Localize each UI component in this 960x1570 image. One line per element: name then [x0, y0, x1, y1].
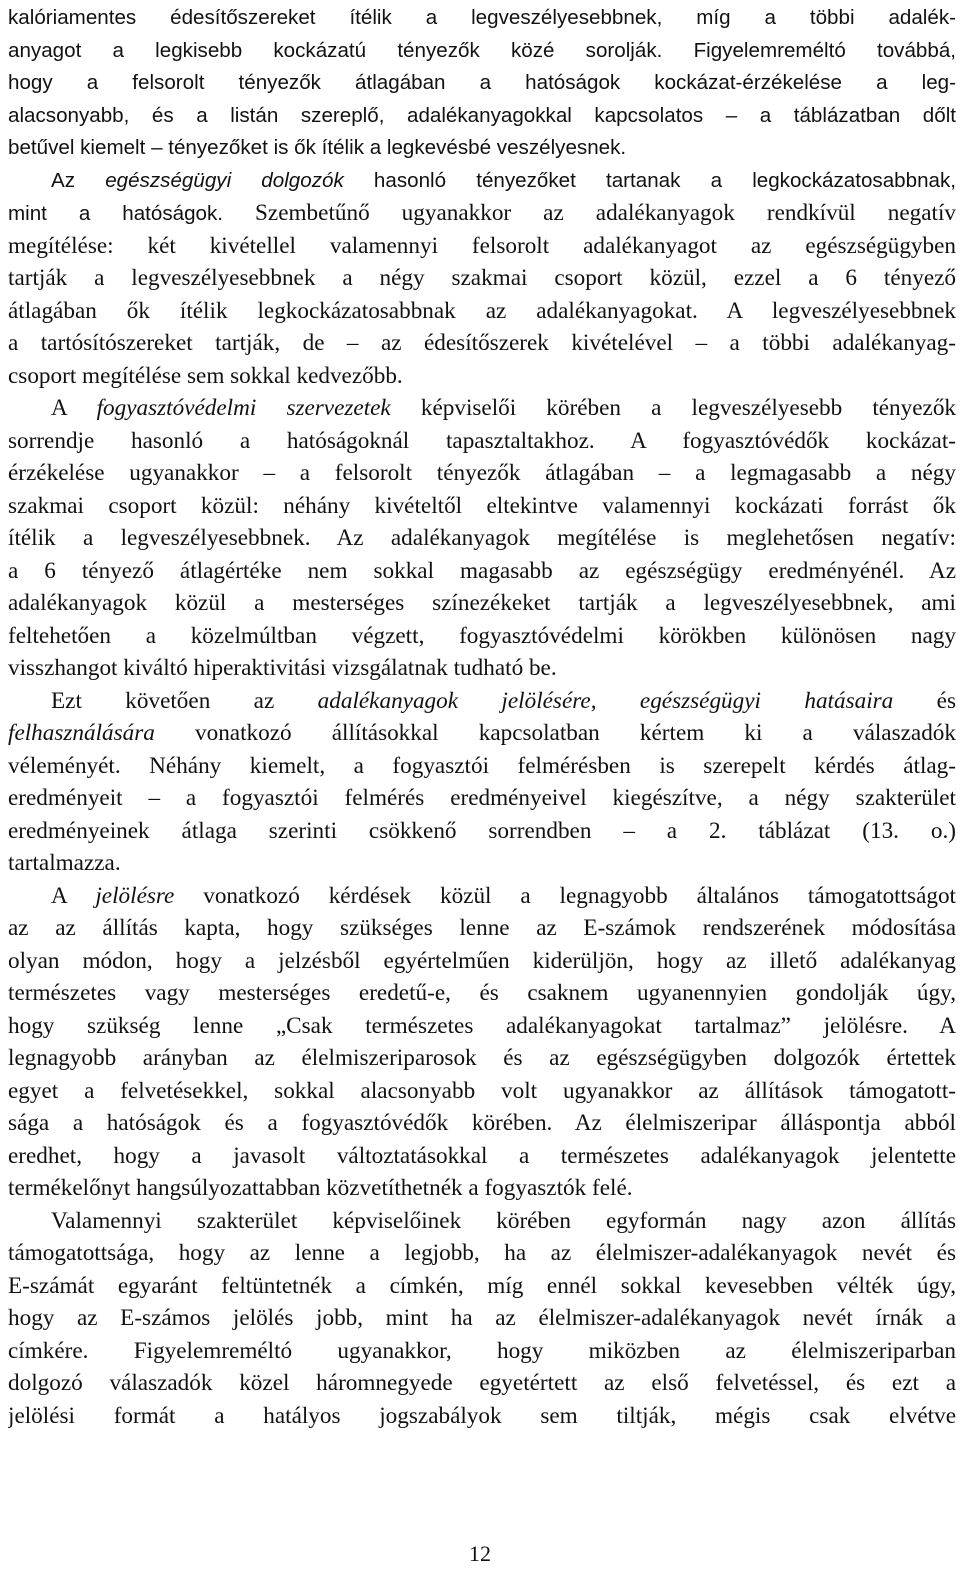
text-line [8, 522, 956, 555]
text-span: feltehetően a közelmúltban végzett, fogyasztóvédelmi körökben különösen nagy [8, 622, 956, 649]
text-span: csoport megítélése sem sokkal kedvezőbb. [8, 362, 403, 389]
text-span: eredhet, hogy a javasolt változtatásokkal a természetes adalékanyagok jelentette [8, 1142, 956, 1169]
text-line [8, 912, 956, 945]
text-line [8, 815, 956, 848]
text-span: Valamennyi szakterület képviselőinek körében egyformán nagy azon állítás [51, 1207, 956, 1234]
italic-text: adalékanyagok jelölésére [317, 687, 591, 714]
text-line [8, 197, 956, 230]
text-span: hogy az E-számos jelölés jobb, mint ha az élelmiszer-adalékanyagok nevét írnák a [8, 1305, 956, 1331]
page-number: 12 [469, 1541, 491, 1566]
text-span: kalóriamentes édesítőszereket ítélik a legveszélyesebbnek, míg a többi adalék- [8, 6, 956, 29]
text-span: vonatkozó kérdések közül a legnagyobb általános támogatottságot [174, 882, 956, 909]
text-line [8, 1367, 956, 1400]
text-span: A [51, 395, 97, 421]
text-line [8, 295, 956, 328]
text-span: az az állítás kapta, hogy szükséges lenne az E-számok rendszerének módosítása [8, 915, 956, 941]
text-line [8, 1172, 956, 1205]
text-line [8, 230, 956, 263]
text-line [8, 35, 956, 68]
text-span: jelölési formát a hatályos jogszabályok sem tiltják, mégis csak elvétve [8, 1402, 956, 1429]
text-line [8, 1075, 956, 1108]
italic-text: egészségügyi hatásaira [639, 687, 894, 714]
italic-text: fogyasztóvédelmi szervezetek [96, 395, 391, 421]
text-span: , [590, 687, 640, 714]
text-span: anyagot a legkisebb kockázatú tényezők közé sorolják. Figyelemreméltó továbbá, [8, 38, 956, 62]
text-line [8, 1205, 956, 1238]
text-span: hogy a felsorolt tényezők átlagában a hatóságok kockázat-érzékelése a leg- [8, 71, 956, 94]
text-span: A [51, 882, 96, 909]
text-line [8, 717, 956, 750]
text-span: szakmai csoport közül: néhány kivételtől eltekintve valamennyi kockázati forrást ők [8, 492, 956, 519]
text-span: címkére. Figyelemreméltó ugyanakkor, hogy miközben az élelmiszeriparban [8, 1337, 956, 1364]
text-span: Szembetűnő ugyanakkor az adalékanyagok rendkívül negatív [223, 200, 956, 226]
text-span: adalékanyagok közül a mesterséges színezékeket tartják a legveszélyesebbnek, ami [8, 590, 956, 616]
text-line [8, 847, 956, 880]
text-span: E-számát egyaránt feltüntetnék a címkén, míg ennél sokkal kevesebben vélték úgy, [8, 1272, 956, 1299]
text-span: megítélése: két kivétellel valamennyi felsorolt adalékanyagot az egészségügyben [8, 232, 956, 259]
text-line [8, 425, 956, 458]
text-line [8, 490, 956, 523]
text-line [8, 1107, 956, 1140]
text-line [8, 1237, 956, 1270]
text-span: olyan módon, hogy a jelzésből egyértelműen kiderüljön, hogy az illető adalékanyag [8, 947, 956, 974]
text-line [8, 1302, 956, 1335]
italic-text: egészségügyi dolgozók [105, 168, 344, 192]
text-line [8, 327, 956, 360]
text-line [8, 1400, 956, 1433]
text-span: sorrendje hasonló a hatóságoknál tapasztaltakhoz. A fogyasztóvédők kockázat- [8, 427, 956, 454]
text-span: eredményeinek átlaga szerinti csökkenő sorrendben – a 2. táblázat (13. o.) [8, 817, 956, 844]
text-line [8, 457, 956, 490]
text-span: véleményét. Néhány kiemelt, a fogyasztói felmérésben is szerepelt kérdés átlag- [8, 752, 956, 779]
text-line [8, 392, 956, 425]
text-line [8, 587, 956, 620]
text-line [8, 262, 956, 295]
text-span: egyet a felvetésekkel, sokkal alacsonyabb volt ugyanakkor az állítások támogatott- [8, 1077, 956, 1104]
text-line [8, 1140, 956, 1173]
text-span: és [893, 687, 956, 714]
text-span: hogy szükség lenne „Csak természetes adalékanyagokat tartalmaz” jelölésre. A [8, 1012, 956, 1039]
text-line [8, 132, 956, 165]
italic-text: jelölésre [95, 882, 175, 909]
text-line [8, 1335, 956, 1368]
text-span: képviselői körében a legveszélyesebb tényezők [390, 395, 956, 421]
text-line [8, 2, 956, 35]
text-span: tartják a legveszélyesebbnek a négy szakmai csoport közül, ezzel a 6 tényező [8, 265, 956, 291]
text-line [8, 945, 956, 978]
text-line [8, 360, 956, 393]
text-span: érzékelése ugyanakkor – a felsorolt tényezők átlagában – a legmagasabb a négy [8, 460, 956, 486]
text-line [8, 100, 956, 133]
text-span: betűvel kiemelt – tényezőket is ők ítélik a legkevésbé veszélyesnek. [8, 136, 627, 159]
text-span: természetes vagy mesterséges eredetű-e, és csaknem ugyanennyien gondolják úgy, [8, 980, 956, 1006]
text-line [8, 620, 956, 653]
text-line [8, 1042, 956, 1075]
text-line [8, 652, 956, 685]
text-line [8, 782, 956, 815]
text-line [8, 977, 956, 1010]
text-span: támogatottsága, hogy az lenne a legjobb, ha az élelmiszer-adalékanyagok nevét és [8, 1240, 956, 1266]
text-span: termékelőnyt hangsúlyozattabban közvetíthetnék a fogyasztók felé. [8, 1175, 633, 1201]
text-span: hasonló tényezőket tartanak a legkockázatosabbnak, [343, 168, 956, 192]
text-span: eredményeit – a fogyasztói felmérés eredményeivel kiegészítve, a négy szakterület [8, 785, 956, 811]
text-span: Az [51, 168, 106, 192]
text-span: alacsonyabb, és a listán szereplő, adalékanyagokkal kapcsolatos – a táblázatban dőlt [8, 103, 956, 127]
text-line [8, 1270, 956, 1303]
text-span: tartalmazza. [8, 850, 121, 876]
text-line [8, 165, 956, 198]
text-span: dolgozó válaszadók közel háromnegyede egyetértett az első felvetéssel, és ezt a [8, 1370, 956, 1396]
text-span: sága a hatóságok és a fogyasztóvédők körében. Az élelmiszeripar álláspontja abból [8, 1110, 956, 1136]
text-span: legnagyobb arányban az élelmiszeriparosok és az egészségügyben dolgozók értettek [8, 1045, 956, 1071]
text-span: visszhangot kiváltó hiperaktivitási vizsgálatnak tudható be. [8, 655, 557, 681]
text-span: ítélik a legveszélyesebbnek. Az adalékanyagok megítélése is meglehetősen negatív: [8, 525, 956, 551]
text-span: a 6 tényező átlagértéke nem sokkal magasabb az egészségügy eredményénél. Az [8, 557, 956, 584]
text-line [8, 1010, 956, 1043]
italic-text: felhasználására [8, 720, 155, 746]
text-line [8, 685, 956, 718]
text-line [8, 750, 956, 783]
text-line [8, 67, 956, 100]
body-text [8, 2, 956, 1432]
text-span: átlagában ők ítélik legkockázatosabbnak az adalékanyagokat. A legveszélyesebbnek [8, 297, 956, 324]
text-span: Ezt követően az [51, 687, 318, 714]
text-span: vonatkozó állításokkal kapcsolatban kértem ki a válaszadók [154, 720, 956, 746]
text-span: mint a hatóságok. [8, 202, 224, 225]
text-line [8, 555, 956, 588]
text-line [8, 880, 956, 913]
text-span: a tartósítószereket tartják, de – az édesítőszerek kivételével – a többi adalékanyag- [8, 330, 956, 356]
